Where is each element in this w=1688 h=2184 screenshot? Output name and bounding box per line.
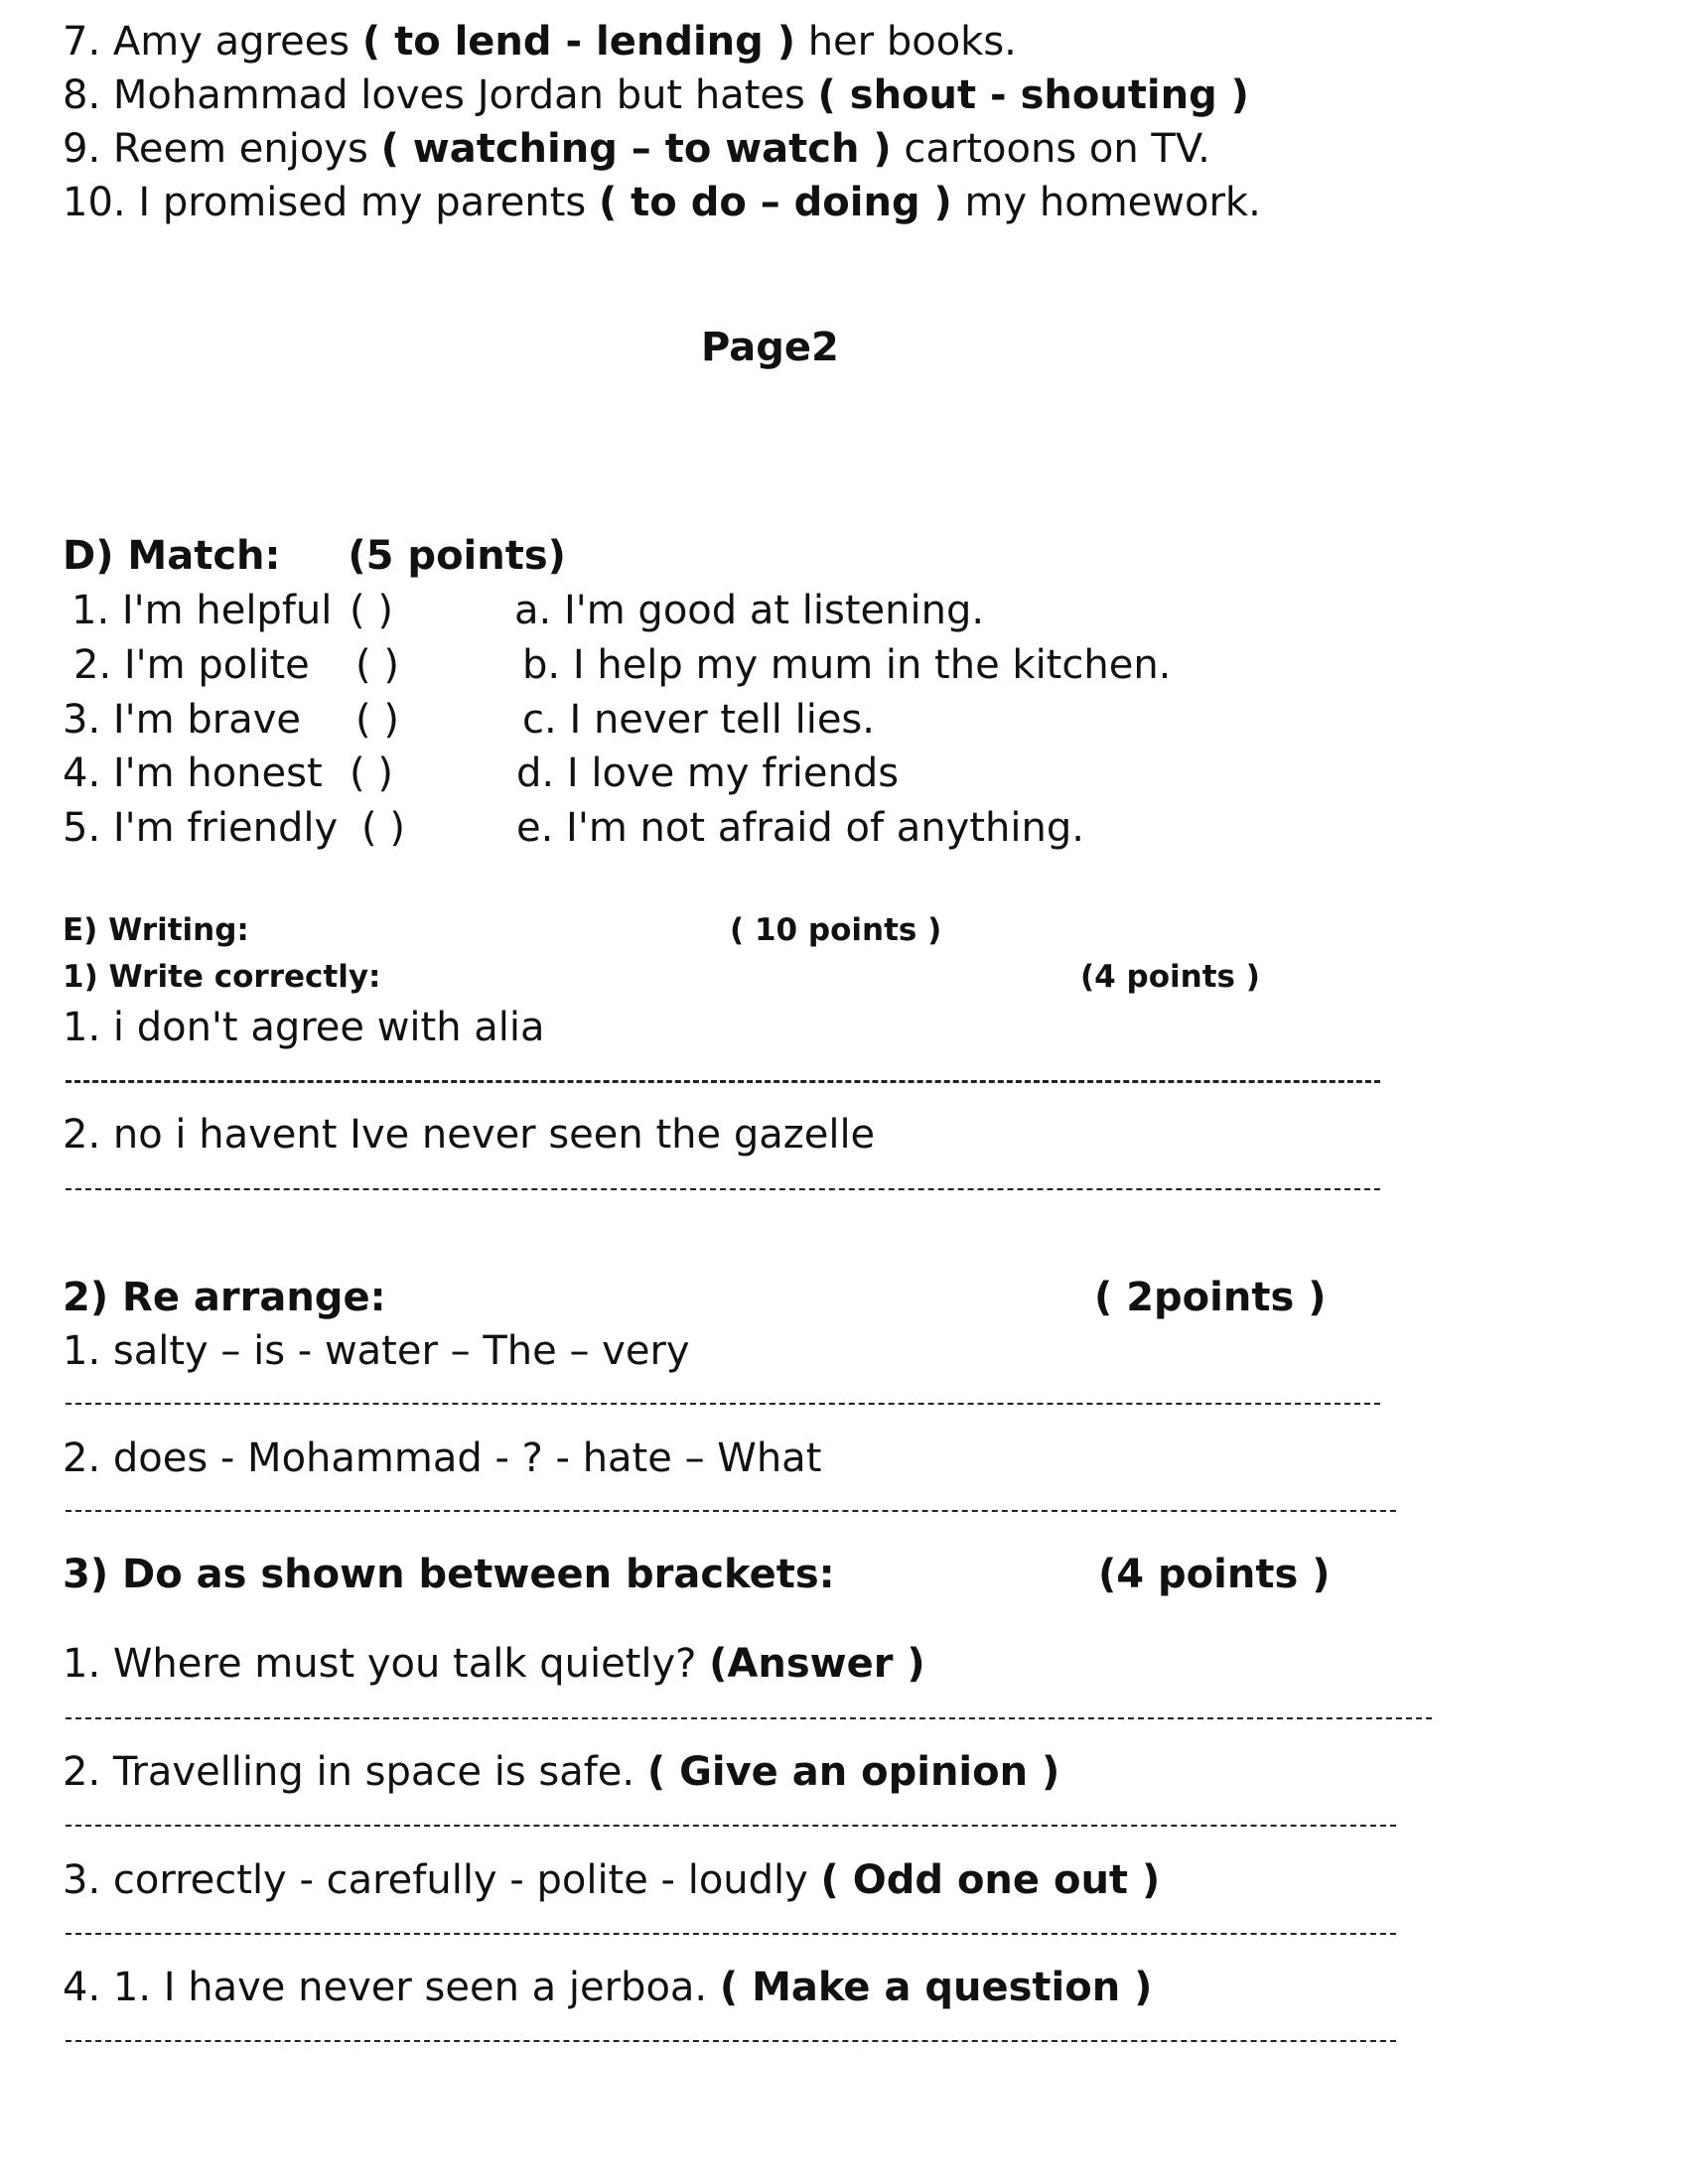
- question-instruction: ( Give an opinion ): [646, 1749, 1060, 1795]
- sentence-9: [63, 126, 1210, 172]
- sentence-text: Amy agrees: [112, 19, 351, 65]
- brackets-item-1: [63, 1641, 925, 1687]
- sentence-number: 8.: [63, 72, 101, 118]
- answer-line[interactable]: [66, 1188, 1380, 1190]
- rearrange-item-2: 2. does - Mohammad - ? - hate – What: [63, 1435, 822, 1481]
- match-left-5: 5. I'm friendly: [63, 805, 339, 851]
- match-text: I'm good at listening.: [563, 588, 985, 633]
- rearrange-points: ( 2points ): [1094, 1275, 1327, 1320]
- match-text: I help my mum in the kitchen.: [572, 642, 1172, 688]
- writing-title: E) Writing:: [63, 912, 249, 948]
- answer-line[interactable]: [66, 1403, 1380, 1405]
- sentence-7: [63, 19, 1017, 65]
- writing-points: ( 10 points ): [730, 912, 942, 948]
- match-bracket-5[interactable]: ( ): [361, 805, 405, 851]
- sentence-number: 9.: [63, 126, 101, 172]
- question-instruction: ( Make a question ): [719, 1965, 1153, 2010]
- sentence-text: I promised my parents: [138, 180, 587, 225]
- match-letter: e.: [516, 805, 554, 851]
- sentence-number: 10.: [63, 180, 126, 225]
- match-right-b: [522, 642, 1172, 688]
- write-correctly-item-1: 1. i don't agree with alia: [63, 1005, 545, 1050]
- question-text: 4. 1. I have never seen a jerboa.: [63, 1965, 708, 2010]
- brackets-item-2: [63, 1749, 1060, 1795]
- answer-line[interactable]: [66, 1717, 1432, 1719]
- answer-line[interactable]: [66, 1933, 1396, 1935]
- match-left-3: 3. I'm brave: [63, 697, 301, 743]
- match-bracket-3[interactable]: ( ): [355, 697, 399, 743]
- question-instruction: ( Odd one out ): [820, 1857, 1161, 1903]
- write-correctly-title: 1) Write correctly:: [63, 959, 381, 995]
- match-right-d: [516, 751, 900, 796]
- match-letter: b.: [522, 642, 561, 688]
- question-text: 1. Where must you talk quietly?: [63, 1641, 697, 1687]
- match-bracket-4[interactable]: ( ): [350, 751, 393, 796]
- match-left-1: 1. I'm helpful: [71, 588, 333, 633]
- question-instruction: (Answer ): [709, 1641, 925, 1687]
- sentence-options: ( to lend - lending ): [361, 19, 795, 65]
- match-left-2: 2. I'm polite: [73, 642, 310, 688]
- sentence-10: [63, 180, 1261, 225]
- match-heading: [63, 533, 566, 579]
- brackets-title: 3) Do as shown between brackets:: [63, 1552, 835, 1597]
- answer-line[interactable]: [66, 1825, 1396, 1827]
- match-letter: d.: [516, 751, 555, 796]
- sentence-options: ( to do – doing ): [598, 180, 952, 225]
- brackets-points: (4 points ): [1098, 1552, 1331, 1597]
- match-text: I love my friends: [566, 751, 900, 796]
- brackets-item-4: [63, 1965, 1153, 2010]
- sentence-ending: cartoons on TV.: [904, 126, 1210, 172]
- rearrange-item-1: 1. salty – is - water – The – very: [63, 1328, 690, 1374]
- match-right-c: [522, 697, 875, 743]
- match-text: I never tell lies.: [569, 697, 875, 743]
- sentence-number: 7.: [63, 19, 101, 65]
- match-letter: c.: [522, 697, 557, 743]
- answer-line[interactable]: [66, 1080, 1380, 1083]
- match-right-e: [516, 805, 1084, 851]
- sentence-ending: my homework.: [964, 180, 1261, 225]
- write-correctly-item-2: 2. no i havent Ive never seen the gazelle: [63, 1112, 876, 1158]
- match-right-a: [514, 588, 985, 633]
- sentence-8: [63, 72, 1249, 118]
- page-label: Page2: [701, 325, 839, 370]
- rearrange-title: 2) Re arrange:: [63, 1275, 386, 1320]
- answer-line[interactable]: [66, 2040, 1396, 2042]
- sentence-options: ( watching – to watch ): [380, 126, 892, 172]
- write-correctly-points: (4 points ): [1080, 959, 1260, 995]
- sentence-ending: her books.: [807, 19, 1017, 65]
- question-text: 2. Travelling in space is safe.: [63, 1749, 635, 1795]
- match-title: D) Match:: [63, 533, 281, 579]
- brackets-item-3: [63, 1857, 1161, 1903]
- sentence-options: ( shout - shouting ): [817, 72, 1249, 118]
- answer-line[interactable]: [66, 1510, 1396, 1512]
- match-bracket-2[interactable]: ( ): [355, 642, 399, 688]
- match-text: I'm not afraid of anything.: [566, 805, 1084, 851]
- match-left-4: 4. I'm honest: [63, 751, 323, 796]
- sentence-text: Mohammad loves Jordan but hates: [112, 72, 805, 118]
- match-letter: a.: [514, 588, 552, 633]
- sentence-text: Reem enjoys: [112, 126, 368, 172]
- match-points: (5 points): [348, 533, 566, 579]
- match-bracket-1[interactable]: ( ): [350, 588, 393, 633]
- question-text: 3. correctly - carefully - polite - loudly: [63, 1857, 808, 1903]
